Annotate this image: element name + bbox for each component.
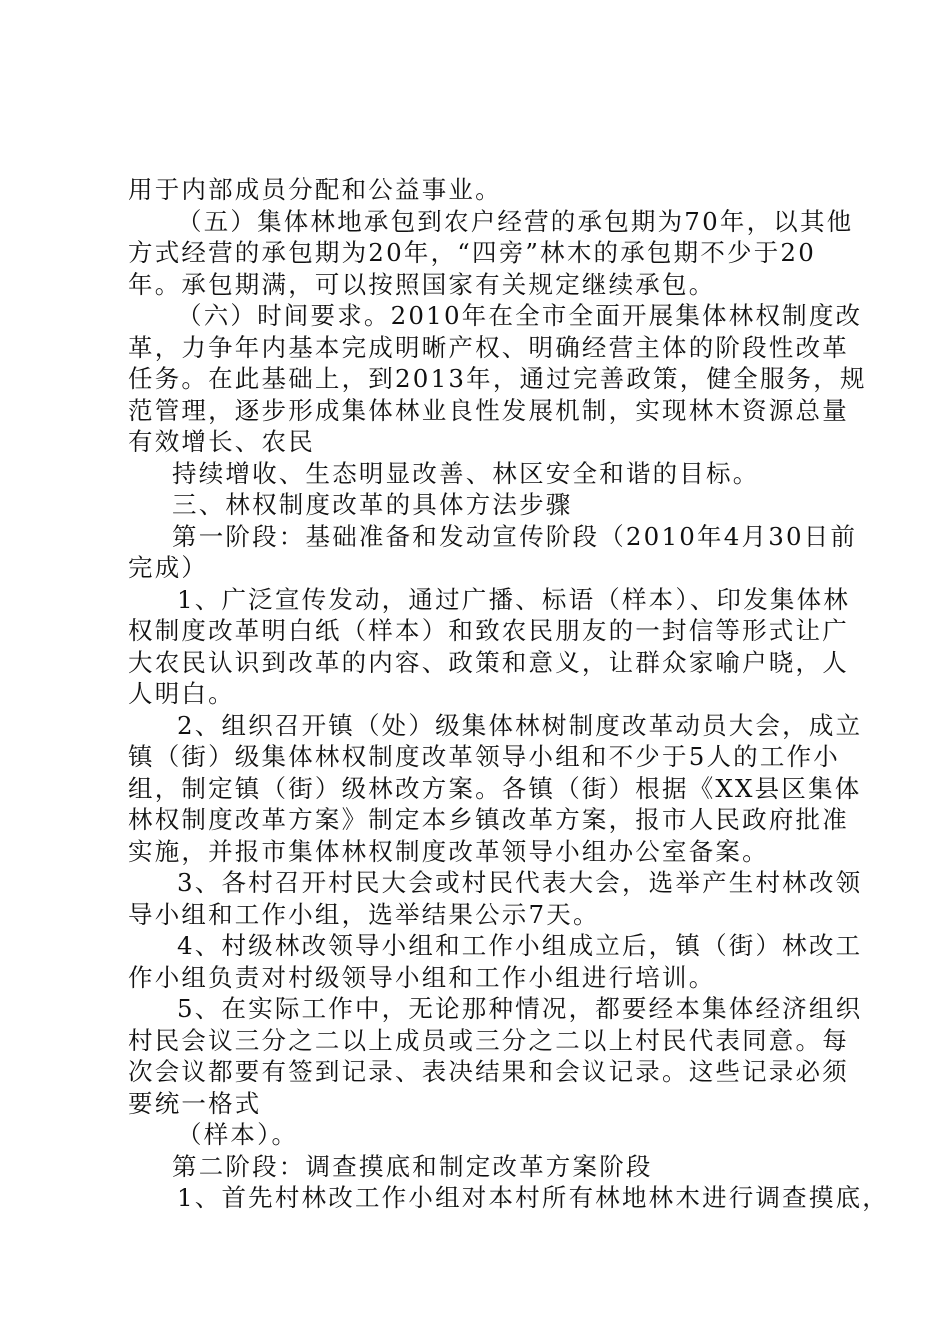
text-line: 用于内部成员分配和公益事业。	[128, 175, 502, 204]
text-line: 实施，并报市集体林权制度改革领导小组办公室备案。	[128, 836, 769, 866]
text-line: 第二阶段：调查摸底和制定改革方案阶段	[172, 1151, 653, 1181]
text-line: 2、组织召开镇（处）级集体林树制度改革动员大会，成立	[177, 710, 863, 740]
text-line: 范管理，逐步形成集体林业良性发展机制，实现林木资源总量	[128, 395, 849, 425]
text-line: （五）集体林地承包到农户经营的承包期为70年，以其他	[177, 206, 854, 236]
text-line: 组，制定镇（街）级林改方案。各镇（街）根据《XX县区集体	[128, 773, 862, 803]
text-line: 三、林权制度改革的具体方法步骤	[172, 490, 573, 519]
text-line: 方式经营的承包期为20年，“四旁”林木的承包期不少于20	[128, 238, 816, 267]
text-line: 5、在实际工作中，无论那种情况，都要经本集体经济组织	[177, 994, 863, 1023]
text-line: 村民会议三分之二以上成员或三分之二以上村民代表同意。每	[128, 1025, 849, 1055]
text-line: 1、广泛宣传发动，通过广播、标语（样本）、印发集体林	[177, 584, 851, 614]
text-line: 革，力争年内基本完成明晰产权、明确经营主体的阶段性改革	[128, 332, 849, 362]
text-line: 导小组和工作小组，选举结果公示7天。	[128, 899, 600, 929]
text-line: （样本）。	[177, 1120, 299, 1149]
text-line: 完成）	[128, 553, 209, 582]
text-line: 3、各村召开村民大会或村民代表大会，选举产生村林改领	[177, 868, 863, 897]
text-line: （六）时间要求。2010年在全市全面开展集体林权制度改	[177, 301, 863, 330]
text-line: 有效增长、农民	[128, 427, 315, 456]
text-line: 年。承包期满，可以按照国家有关规定继续承包。	[128, 269, 716, 299]
text-line: 任务。在此基础上，到2013年，通过完善政策，健全服务，规	[128, 364, 867, 393]
text-line: 大农民认识到改革的内容、政策和意义，让群众家喻户晓，人	[128, 647, 849, 677]
text-line: 持续增收、生态明显改善、林区安全和谐的目标。	[172, 458, 760, 488]
text-line: 4、村级林改领导小组和工作小组成立后，镇（街）林改工	[177, 931, 863, 960]
text-line: 1、首先村林改工作小组对本村所有林地林木进行调查摸底，	[177, 1183, 889, 1212]
text-line: 权制度改革明白纸（样本）和致农民朋友的一封信等形式让广	[128, 616, 849, 645]
text-line: 作小组负责对村级领导小组和工作小组进行培训。	[128, 962, 716, 992]
text-line: 第一阶段：基础准备和发动宣传阶段（2010年4月30日前	[172, 521, 858, 551]
document-body	[128, 174, 889, 1214]
text-line: 次会议都要有签到记录、表决结果和会议记录。这些记录必须	[128, 1057, 849, 1086]
text-line: 要统一格式	[128, 1088, 262, 1118]
text-line: 人明白。	[128, 679, 235, 708]
text-line: 镇（街）级集体林权制度改革领导小组和不少于5人的工作小	[128, 742, 840, 771]
text-line: 林权制度改革方案》制定本乡镇改革方案，报市人民政府批准	[128, 805, 849, 834]
